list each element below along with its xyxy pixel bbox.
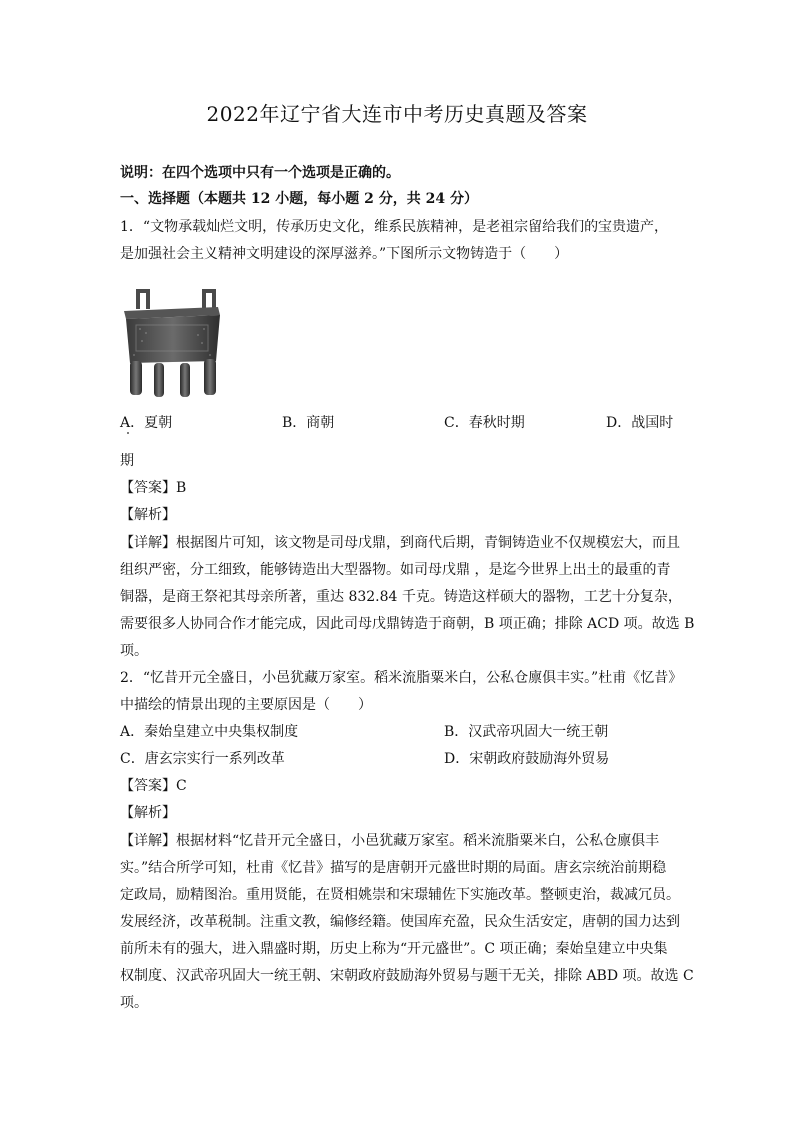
- q2-option-c: C．唐玄宗实行一系列改革: [120, 751, 285, 767]
- q2-stem-line-1: 2．“忆昔开元全盛日，小邑犹藏万家室。稻米流脂粟米白，公私仓廪俱丰实。”杜甫《忆昔》: [120, 670, 683, 686]
- q1-analysis-label: 【解析】: [120, 507, 176, 523]
- q1-detail-line-2: 组织严密，分工细致，能够铸造出大型器物。如司母戊鼎 ，是迄今世界上出土的最重的青: [120, 562, 671, 578]
- q2-detail-line-4: 发展经济，改革税制。注重文教，编修经籍。使国库充盈，民众生活安定，唐朝的国力达到: [120, 914, 680, 930]
- q2-stem-line-2: 中描绘的情景出现的主要原因是（ ）: [120, 697, 372, 713]
- q2-option-b: B．汉武帝巩固大一统王朝: [444, 724, 609, 740]
- q1-detail-line-5: 项。: [120, 643, 148, 659]
- q2-answer: 【答案】C: [120, 778, 187, 794]
- q1-detail-line-1: 【详解】根据图片可知，该文物是司母戊鼎，到商代后期，青铜铸造业不仅规模宏大，而且: [120, 535, 680, 551]
- instruction-note: 说明：在四个选项中只有一个选项是正确的。: [120, 165, 400, 181]
- q2-detail-line-7: 项。: [120, 995, 148, 1011]
- q2-detail-line-5: 前所未有的强大，进入鼎盛时期，历史上称为“开元盛世”。C 项正确；秦始皇建立中央集: [120, 941, 668, 957]
- q1-stem-line-2: 是加强社会主义精神文明建设的深厚滋养。”下图所示文物铸造于（ ）: [120, 246, 569, 262]
- q1-option-d: D．战国时: [606, 415, 674, 431]
- q2-detail-line-1: 【详解】根据材料“忆昔开元全盛日，小邑犹藏万家室。稻米流脂粟米白，公私仓廪俱丰: [120, 833, 660, 849]
- q1-option-a: A．夏朝: [120, 415, 173, 431]
- q1-detail-line-3: 铜器，是商王祭祀其母亲所著，重达 832.84 千克。铸造这样硕大的器物，工艺十分复杂，: [120, 589, 682, 605]
- q2-detail-line-3: 定政局，励精图治。重用贤能，在贤相姚崇和宋璟辅佐下实施改革。整顿吏治，裁减冗员。: [120, 887, 680, 903]
- stray-dot: [127, 432, 129, 434]
- page-title: 2022年辽宁省大连市中考历史真题及答案: [206, 102, 588, 126]
- q1-option-c: C．春秋时期: [444, 415, 525, 431]
- q2-detail-line-6: 权制度、汉武帝巩固大一统王朝、宋朝政府鼓励海外贸易与题干无关，排除 ABD 项。故选 C: [120, 968, 694, 984]
- bronze-ding-icon: [120, 283, 222, 403]
- q2-detail-line-2: 实。”结合所学可知，杜甫《忆昔》描写的是唐朝开元盛世时期的局面。唐玄宗统治前期稳: [120, 860, 667, 876]
- q1-detail-line-4: 需要很多人协同合作才能完成，因此司母戊鼎铸造于商朝，B 项正确；排除 ACD 项。故选 B: [120, 616, 695, 632]
- q2-option-d: D．宋朝政府鼓励海外贸易: [444, 751, 610, 767]
- q1-stem-line-1: 1．“文物承载灿烂文明，传承历史文化，维系民族精神，是老祖宗留给我们的宝贵遗产，: [120, 219, 669, 235]
- bronze-ding-image: [120, 283, 222, 403]
- section-heading: 一、选择题（本题共 12 小题，每小题 2 分，共 24 分）: [120, 191, 478, 207]
- q2-option-a: A．秦始皇建立中央集权制度: [120, 724, 299, 740]
- q1-option-d-continuation: 期: [120, 453, 134, 469]
- q2-analysis-label: 【解析】: [120, 805, 176, 821]
- q1-option-b: B．商朝: [282, 415, 335, 431]
- q1-answer: 【答案】B: [120, 480, 187, 496]
